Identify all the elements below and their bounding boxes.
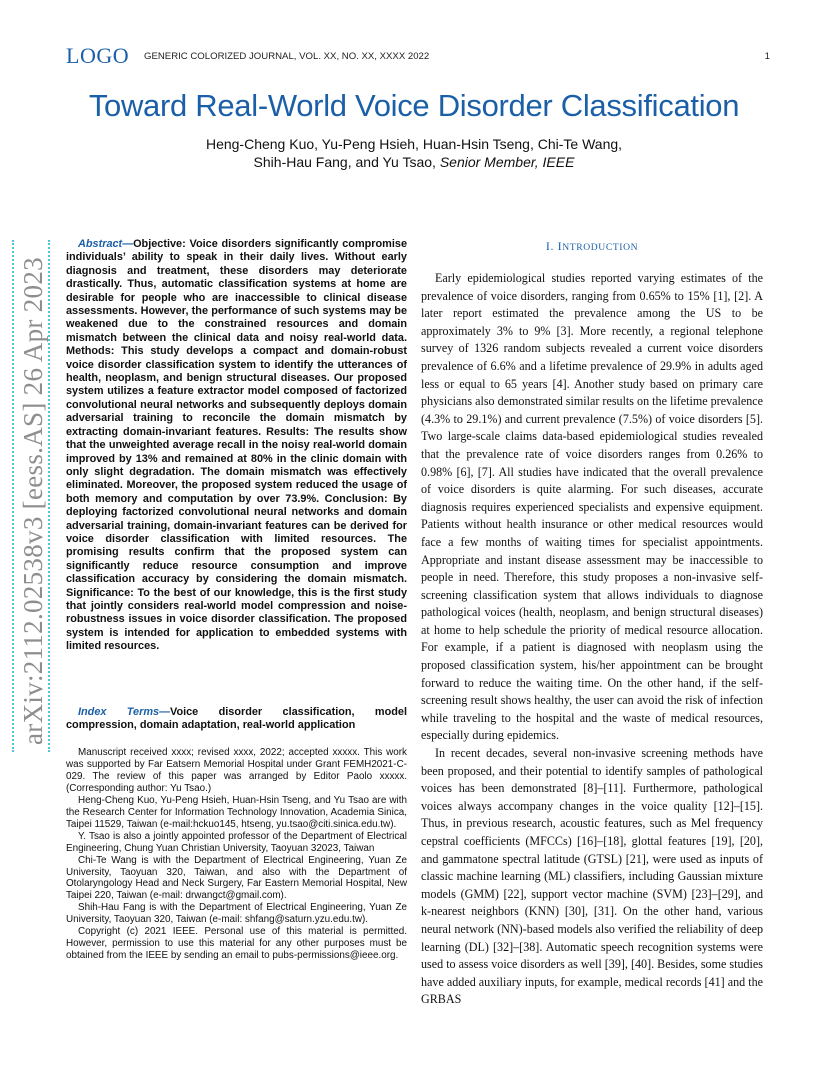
footnote-affiliation-4: Shih-Hau Fang is with the Department of Electrical Engineering, Yuan Ze University, Taoyuan 320, Taiwan (e-mail: shfang@saturn.yzu.edu.tw).	[66, 902, 407, 926]
arxiv-identifier: arXiv:2112.02538v3 [eess.AS] 26 Apr 2023	[18, 257, 48, 745]
index-terms-dash: —	[159, 706, 170, 718]
abstract-label	[78, 238, 133, 250]
section-title-rest: NTRODUCTION	[562, 242, 639, 253]
author-block	[0, 135, 828, 171]
section-number: I.	[545, 239, 555, 253]
paper-title: Toward Real-World Voice Disorder Classification	[88, 88, 740, 123]
intro-paragraph-1: Early epidemiological studies reported varying estimates of the prevalence of voice disorders, ranging from 0.65% to 15% [1], [2]. A later report estimated the prevalence among the US to be approximately 3% to 9% [3]. More recently, a regional telephone survey of 1326 random subjects revealed a current voice disorders prevalence of 6.6% and a lifetime prevalence of 29.9% in adults aged less or equal to 65 years [4]. Another study based on primary care physicians also demonstrated similar results on the lifetime prevalence (4.3% to 29.1%) and current prevalence (7.5%) of voice disorders [5]. Two large-scale claims data-based epidemiological studies revealed that the prevalence rate of voice disorders ranges from 0.26% to 0.98% [6], [7]. All studies have indicated that the overall prevalence of voice disorders is quite alarming. For such diseases, accurate diagnosis requires experienced specialists and expensive equipment. Patients without health insurance or other medical resources would face a few months of waiting times for specialist appointments. Appropriate and instant disease assessment may be inaccessible to people in need. Therefore, this study proposes a non-invasive self-screening classification system that allows individuals to diagnose pathological voices (health, neoplasm, and benign structural diseases) at home to help schedule the priority of medical resource allocation. For example, if a patient is diagnosed with neoplasm using the proposed classification system, his/her appointment can be brought forward to reduce the waiting time. On the other hand, if the self-screening result shows healthy, the user can avoid the risk of infection while traveling to the hospital and the waste of medical resources, especially during epidemics.	[421, 271, 763, 743]
author-membership: Senior Member, IEEE	[439, 154, 575, 170]
footnotes	[66, 747, 407, 962]
abstract-dash: —	[122, 238, 134, 250]
journal-logo: LOGO	[66, 43, 130, 68]
index-terms-label-text: Index Terms	[78, 706, 160, 718]
arxiv-stamp-border-left	[12, 240, 14, 752]
footnote-copyright: Copyright (c) 2021 IEEE. Personal use of this material is permitted. However, permission to use this material for any other purposes must be obtained from the IEEE by sending an email to pubs-permissions@ieee.org.	[66, 926, 407, 962]
page-number: 1	[764, 51, 770, 62]
footnote-affiliation-1: Heng-Cheng Kuo, Yu-Peng Hsieh, Huan-Hsin Tseng, and Yu Tsao are with the Research Center for Information Technology Innovation, Academia Sinica, Taipei 11529, Taiwan (e-mail:hckuo145, htseng, yu.tsao@citi.sinica.edu.tw).	[66, 794, 407, 830]
abstract-label-text: Abstract	[78, 238, 123, 250]
author-line-1: Heng-Cheng Kuo, Yu-Peng Hsieh, Huan-Hsin Tseng, Chi-Te Wang,	[205, 136, 623, 152]
section-first-letter: I	[557, 239, 563, 253]
journal-name: GENERIC COLORIZED JOURNAL, VOL. XX, NO. XX, XXXX 2022	[144, 51, 430, 62]
author-line-2	[0, 153, 828, 171]
abstract-text: Objective: Voice disorders significantly compromise individuals’ ability to speak in their daily lives. Without early diagnosis and treatment, these disorders may deteriorate drastically. Thus, automatic classification systems at home are desirable for people who are inaccessible to clinical disease assessments. However, the performance of such systems may be weakened due to the constrained resources and domain mismatch between the clinical data and noisy real-world data. Methods: This study develops a compact and domain-robust voice disorder classification system to identify the utterances of health, neoplasm, and benign structural diseases. Our proposed system utilizes a feature extractor model composed of factorized convolutional neural networks and subsequently deploys domain adversarial training to reconcile the domain mismatch by extracting domain-invariant features. Results: The results show that the unweighted average recall in the noisy real-world domain improved by 13% and remained at 80% in the clinic domain with only slight degradation. The domain mismatch was effectively eliminated. Moreover, the proposed system reduced the usage of both memory and computation by over 73.9%. Conclusion: By deploying factorized convolutional neural networks and domain adversarial training, domain-invariant features can be derived for voice disorder classification with limited resources. The promising results confirm that the proposed system can significantly reduce resource consumption and improve classification accuracy by considering the domain mismatch. Significance: To the best of our knowledge, this is the first study that jointly considers real-world model compression and noise-robustness issues in voice disorder classification. The proposed system is intended for application to embedded systems with limited resources.	[66, 238, 407, 653]
footnote-affiliation-2: Y. Tsao is also a jointly appointed professor of the Department of Electrical Engineering, Chung Yuan Christian University, Taoyuan 32023, Taiwan	[66, 830, 407, 854]
author-names: Shih-Hau Fang, and Yu Tsao,	[253, 154, 436, 170]
index-terms	[66, 706, 407, 733]
section-heading	[421, 239, 763, 254]
footnote-affiliation-3: Chi-Te Wang is with the Department of Electrical Engineering, Yuan Ze University, Taoyuan 320, Taiwan, and also with the Department of Otolaryngology Head and Neck Surgery, Far Eastern Memorial Hospital, New Taipei 220, Taiwan (e-mail: drwangct@gmail.com).	[66, 854, 407, 902]
index-terms-text: Voice disorder classification, model compression, domain adaptation, real-world application	[66, 706, 407, 732]
footnote-manuscript: Manuscript received xxxx; revised xxxx, 2022; accepted xxxxx. This work was supported by Far Eatsern Memorial Hospital under Grant FEMH2021-C-029. The review of this paper was arranged by Editor Paolo xxxxx. (Corresponding author: Yu Tsao.)	[66, 747, 407, 794]
running-header	[66, 43, 770, 68]
index-terms-label	[78, 706, 170, 718]
abstract	[66, 238, 407, 654]
introduction-body	[421, 270, 763, 1009]
intro-paragraph-2: In recent decades, several non-invasive screening methods have been proposed, and their potential to identify samples of pathological voices has been demonstrated [8]–[11]. Furthermore, pathological voices always accompany changes in the voice quality [12]–[15]. Thus, in previous research, acoustic features, such as Mel frequency cepstral coefficients (MFCCs) [16]–[18], glottal features [19], [20], and gammatone spectral latitude (GTSL) [21], were used as inputs of classic machine learning (ML) classifiers, including Gaussian mixture models (GMM) [22], support vector machine (SVM) [23]–[29], and k-nearest neighbors (KNN) [30], [31]. On the other hand, various neural network (NN)-based models also verified the reliability of deep learning (DL) [32]–[38]. Automatic speech recognition systems were used to assess voice disorders as well [39], [40]. Besides, some studies have added auxiliary inputs, for example, medical records [41] and the GRBAS	[421, 746, 763, 1007]
